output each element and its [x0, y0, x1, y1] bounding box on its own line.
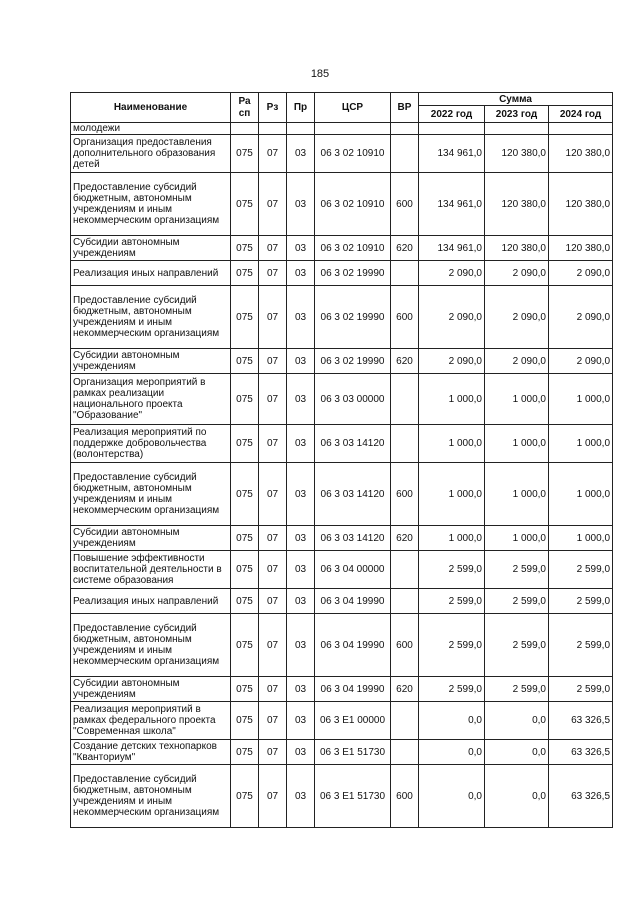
- cell-vr: 600: [391, 614, 419, 677]
- header-pr: Пр: [287, 93, 315, 123]
- cell-rz: 07: [259, 765, 287, 828]
- cell-vr: [391, 135, 419, 173]
- cell-pr: 03: [287, 765, 315, 828]
- table-row: [71, 765, 613, 828]
- cell-rasp: 075: [231, 173, 259, 236]
- cell-2023: 1 000,0: [485, 526, 549, 551]
- cell-name: Повышение эффективности воспитательной деятельности в системе образования: [71, 551, 231, 589]
- cell-rz: 07: [259, 740, 287, 765]
- cell-2022: 2 599,0: [419, 551, 485, 589]
- cell-rz: 07: [259, 677, 287, 702]
- cell-name: Субсидии автономным учреждениям: [71, 677, 231, 702]
- cell-name: Организация мероприятий в рамках реализации национального проекта "Образование": [71, 374, 231, 425]
- cell-rz: 07: [259, 261, 287, 286]
- cell-2023: 0,0: [485, 740, 549, 765]
- cell-vr: [391, 702, 419, 740]
- header-rasp: Ра сп: [231, 93, 259, 123]
- table-row: [71, 589, 613, 614]
- cell-2022: 134 961,0: [419, 236, 485, 261]
- cell-rz: 07: [259, 286, 287, 349]
- cell-rz: 07: [259, 236, 287, 261]
- cell-rz: 07: [259, 173, 287, 236]
- cell-vr: 620: [391, 236, 419, 261]
- cell-rasp: 075: [231, 589, 259, 614]
- cell-csr: 06 3 04 19990: [315, 589, 391, 614]
- cell-name: Предоставление субсидий бюджетным, автономным учреждениям и иным некоммерческим организациям: [71, 173, 231, 236]
- page-number: 185: [310, 68, 330, 80]
- cell-csr: 06 3 02 19990: [315, 261, 391, 286]
- cell-rasp: 075: [231, 349, 259, 374]
- cell-name: Реализация иных направлений: [71, 261, 231, 286]
- table-row: [71, 123, 613, 135]
- cell-2022: 0,0: [419, 702, 485, 740]
- cell-name: Предоставление субсидий бюджетным, автономным учреждениям и иным некоммерческим организациям: [71, 765, 231, 828]
- cell-vr: 620: [391, 677, 419, 702]
- cell-csr: 06 3 03 00000: [315, 374, 391, 425]
- cell-csr: 06 3 02 10910: [315, 236, 391, 261]
- table-row: [71, 740, 613, 765]
- header-name: Наименование: [71, 93, 231, 123]
- cell-2024: 63 326,5: [549, 740, 613, 765]
- cell-2024: 120 380,0: [549, 135, 613, 173]
- cell-pr: 03: [287, 425, 315, 463]
- cell-rasp: 075: [231, 765, 259, 828]
- cell-pr: 03: [287, 349, 315, 374]
- cell-name: Организация предоставления дополнительного образования детей: [71, 135, 231, 173]
- cell-pr: 03: [287, 614, 315, 677]
- cell-vr: 620: [391, 349, 419, 374]
- cell-2024: 2 090,0: [549, 261, 613, 286]
- cell-rz: 07: [259, 349, 287, 374]
- cell-2022: 1 000,0: [419, 463, 485, 526]
- cell-2023: 1 000,0: [485, 374, 549, 425]
- cell-name: Реализация мероприятий по поддержке добровольчества (волонтерства): [71, 425, 231, 463]
- table-row: [71, 173, 613, 236]
- cell-csr: [315, 123, 391, 135]
- cell-2023: 120 380,0: [485, 173, 549, 236]
- cell-rz: 07: [259, 614, 287, 677]
- cell-2022: 1 000,0: [419, 374, 485, 425]
- cell-2023: 2 090,0: [485, 349, 549, 374]
- cell-rz: 07: [259, 135, 287, 173]
- cell-rasp: 075: [231, 702, 259, 740]
- table-row: [71, 349, 613, 374]
- cell-2022: 2 090,0: [419, 349, 485, 374]
- cell-name: Создание детских технопарков "Кванториум": [71, 740, 231, 765]
- cell-rasp: 075: [231, 374, 259, 425]
- cell-name: молодежи: [71, 123, 231, 135]
- cell-csr: 06 3 E1 00000: [315, 702, 391, 740]
- cell-2022: 2 090,0: [419, 286, 485, 349]
- cell-2023: 2 599,0: [485, 677, 549, 702]
- cell-vr: [391, 123, 419, 135]
- table-row: [71, 236, 613, 261]
- cell-rasp: 075: [231, 463, 259, 526]
- cell-2023: 2 599,0: [485, 614, 549, 677]
- cell-rasp: 075: [231, 286, 259, 349]
- cell-pr: 03: [287, 702, 315, 740]
- table-body: [71, 123, 613, 828]
- cell-2024: 2 599,0: [549, 551, 613, 589]
- cell-pr: [287, 123, 315, 135]
- cell-pr: 03: [287, 589, 315, 614]
- cell-2024: 2 599,0: [549, 677, 613, 702]
- cell-pr: 03: [287, 526, 315, 551]
- cell-2022: [419, 123, 485, 135]
- cell-name: Реализация мероприятий в рамках федерального проекта "Современная школа": [71, 702, 231, 740]
- cell-2022: 1 000,0: [419, 425, 485, 463]
- cell-2024: 120 380,0: [549, 236, 613, 261]
- table-row: [71, 374, 613, 425]
- cell-2023: 120 380,0: [485, 135, 549, 173]
- cell-vr: [391, 551, 419, 589]
- cell-rz: [259, 123, 287, 135]
- cell-2024: 63 326,5: [549, 765, 613, 828]
- cell-2024: 2 090,0: [549, 349, 613, 374]
- cell-rz: 07: [259, 526, 287, 551]
- cell-2024: 2 090,0: [549, 286, 613, 349]
- table-row: [71, 551, 613, 589]
- cell-pr: 03: [287, 286, 315, 349]
- table-header: [71, 93, 613, 123]
- cell-2022: 0,0: [419, 765, 485, 828]
- cell-2024: 1 000,0: [549, 463, 613, 526]
- cell-rasp: 075: [231, 526, 259, 551]
- table-row: [71, 286, 613, 349]
- cell-csr: 06 3 02 10910: [315, 135, 391, 173]
- cell-pr: 03: [287, 551, 315, 589]
- cell-rz: 07: [259, 374, 287, 425]
- cell-2024: 1 000,0: [549, 526, 613, 551]
- cell-vr: [391, 740, 419, 765]
- cell-csr: 06 3 04 19990: [315, 614, 391, 677]
- cell-vr: [391, 261, 419, 286]
- cell-2022: 2 599,0: [419, 589, 485, 614]
- header-year-2023: 2023 год: [485, 106, 549, 123]
- cell-name: Предоставление субсидий бюджетным, автономным учреждениям и иным некоммерческим организациям: [71, 286, 231, 349]
- cell-rasp: 075: [231, 261, 259, 286]
- cell-2023: 120 380,0: [485, 236, 549, 261]
- cell-rz: 07: [259, 551, 287, 589]
- cell-csr: 06 3 03 14120: [315, 526, 391, 551]
- cell-rz: 07: [259, 589, 287, 614]
- cell-2023: 2 599,0: [485, 589, 549, 614]
- cell-vr: [391, 589, 419, 614]
- table-row: [71, 526, 613, 551]
- cell-name: Субсидии автономным учреждениям: [71, 349, 231, 374]
- cell-2023: 0,0: [485, 702, 549, 740]
- cell-2024: 1 000,0: [549, 425, 613, 463]
- table-row: [71, 261, 613, 286]
- cell-rasp: 075: [231, 135, 259, 173]
- cell-name: Субсидии автономным учреждениям: [71, 236, 231, 261]
- header-sum: Сумма: [419, 93, 613, 106]
- cell-name: Предоставление субсидий бюджетным, автономным учреждениям и иным некоммерческим организациям: [71, 463, 231, 526]
- cell-rasp: 075: [231, 677, 259, 702]
- table-row: [71, 425, 613, 463]
- cell-csr: 06 3 02 19990: [315, 349, 391, 374]
- cell-2023: 1 000,0: [485, 425, 549, 463]
- table-row: [71, 614, 613, 677]
- cell-2024: 120 380,0: [549, 173, 613, 236]
- cell-rasp: 075: [231, 425, 259, 463]
- cell-vr: 600: [391, 463, 419, 526]
- cell-csr: 06 3 03 14120: [315, 463, 391, 526]
- cell-name: Субсидии автономным учреждениям: [71, 526, 231, 551]
- cell-vr: 600: [391, 765, 419, 828]
- cell-2022: 134 961,0: [419, 135, 485, 173]
- cell-rz: 07: [259, 463, 287, 526]
- cell-vr: 600: [391, 173, 419, 236]
- cell-csr: 06 3 04 19990: [315, 677, 391, 702]
- cell-2022: 2 599,0: [419, 677, 485, 702]
- cell-csr: 06 3 04 00000: [315, 551, 391, 589]
- cell-name: Предоставление субсидий бюджетным, автономным учреждениям и иным некоммерческим организациям: [71, 614, 231, 677]
- header-year-2022: 2022 год: [419, 106, 485, 123]
- cell-vr: [391, 425, 419, 463]
- cell-csr: 06 3 E1 51730: [315, 740, 391, 765]
- cell-csr: 06 3 02 19990: [315, 286, 391, 349]
- cell-pr: 03: [287, 135, 315, 173]
- cell-2024: [549, 123, 613, 135]
- cell-2024: 1 000,0: [549, 374, 613, 425]
- cell-pr: 03: [287, 677, 315, 702]
- cell-csr: 06 3 02 10910: [315, 173, 391, 236]
- cell-2023: 2 090,0: [485, 286, 549, 349]
- cell-vr: 620: [391, 526, 419, 551]
- cell-vr: 600: [391, 286, 419, 349]
- table-row: [71, 135, 613, 173]
- cell-rz: 07: [259, 425, 287, 463]
- cell-pr: 03: [287, 236, 315, 261]
- cell-2023: 2 599,0: [485, 551, 549, 589]
- cell-rasp: 075: [231, 614, 259, 677]
- cell-rasp: 075: [231, 236, 259, 261]
- table-row: [71, 677, 613, 702]
- header-rz: Рз: [259, 93, 287, 123]
- cell-pr: 03: [287, 463, 315, 526]
- header-vr: ВР: [391, 93, 419, 123]
- cell-2022: 0,0: [419, 740, 485, 765]
- cell-2023: 0,0: [485, 765, 549, 828]
- cell-2022: 2 599,0: [419, 614, 485, 677]
- cell-csr: 06 3 03 14120: [315, 425, 391, 463]
- cell-pr: 03: [287, 261, 315, 286]
- cell-2023: 2 090,0: [485, 261, 549, 286]
- table-row: [71, 702, 613, 740]
- cell-2024: 63 326,5: [549, 702, 613, 740]
- cell-pr: 03: [287, 173, 315, 236]
- budget-table: [70, 92, 613, 828]
- cell-2022: 134 961,0: [419, 173, 485, 236]
- cell-csr: 06 3 E1 51730: [315, 765, 391, 828]
- cell-name: Реализация иных направлений: [71, 589, 231, 614]
- cell-pr: 03: [287, 374, 315, 425]
- cell-2023: 1 000,0: [485, 463, 549, 526]
- cell-rz: 07: [259, 702, 287, 740]
- cell-rasp: [231, 123, 259, 135]
- cell-rasp: 075: [231, 740, 259, 765]
- header-year-2024: 2024 год: [549, 106, 613, 123]
- cell-pr: 03: [287, 740, 315, 765]
- header-csr: ЦСР: [315, 93, 391, 123]
- cell-rasp: 075: [231, 551, 259, 589]
- cell-vr: [391, 374, 419, 425]
- cell-2023: [485, 123, 549, 135]
- cell-2024: 2 599,0: [549, 589, 613, 614]
- table-row: [71, 463, 613, 526]
- cell-2022: 2 090,0: [419, 261, 485, 286]
- cell-2024: 2 599,0: [549, 614, 613, 677]
- cell-2022: 1 000,0: [419, 526, 485, 551]
